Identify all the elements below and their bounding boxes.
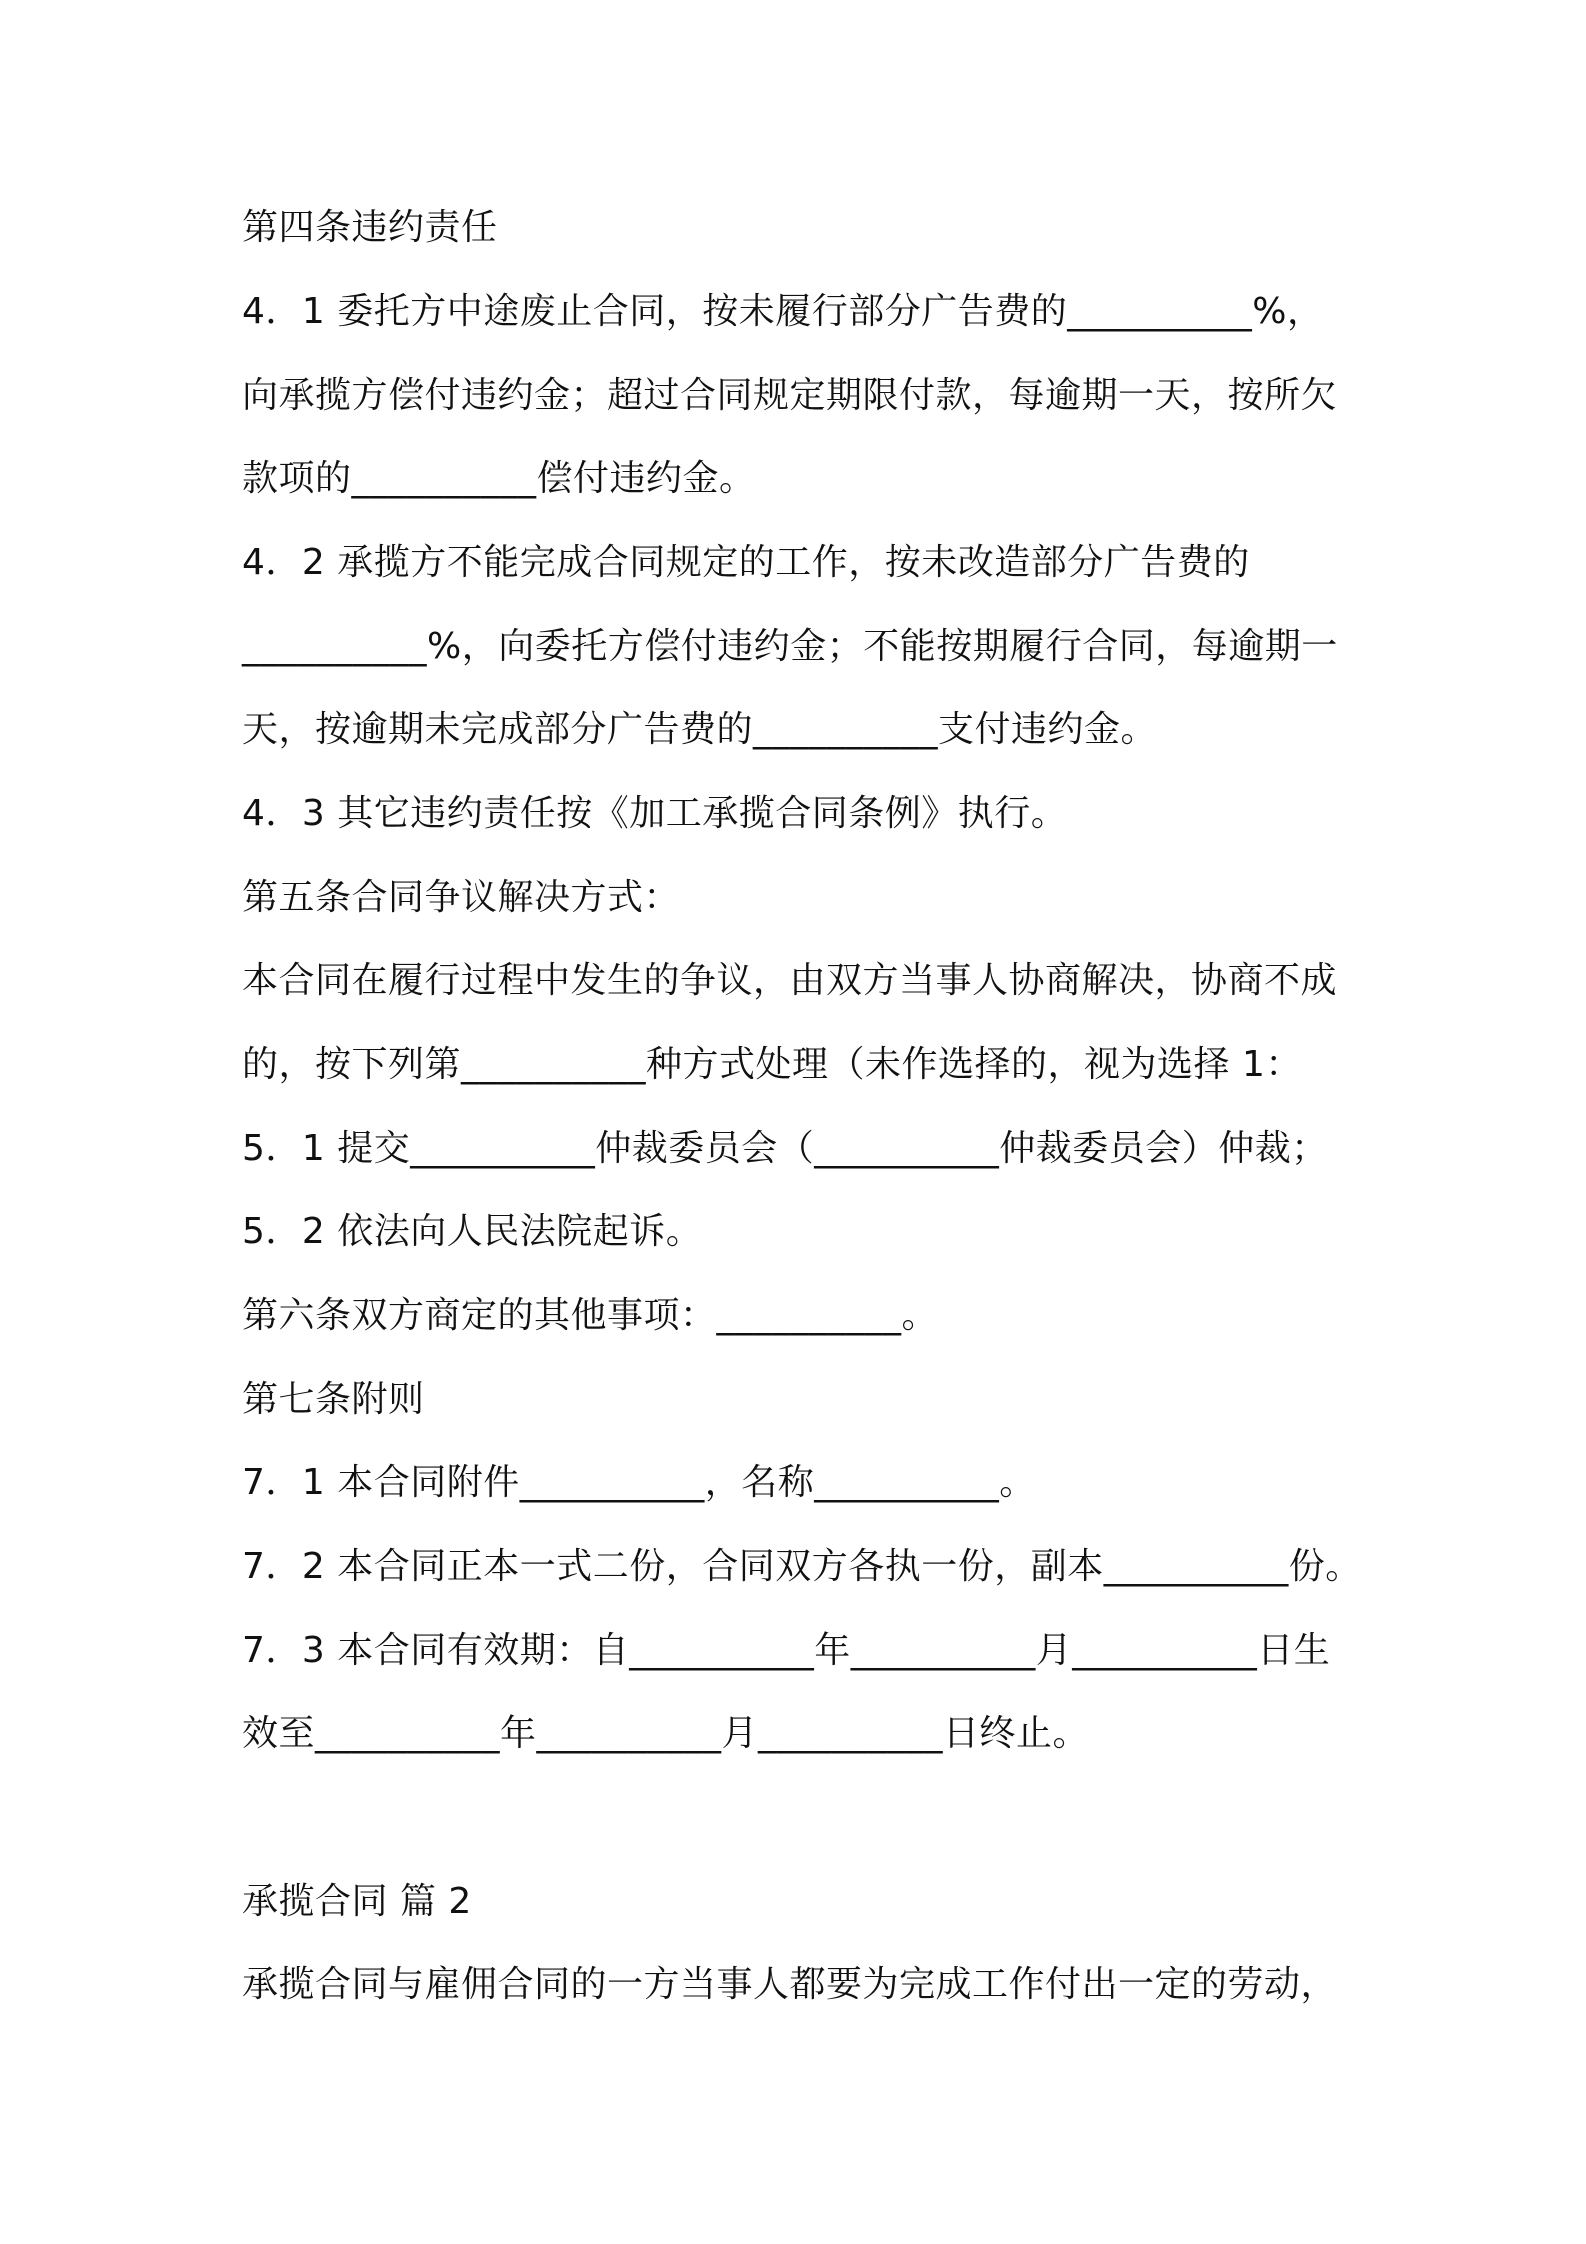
clause-5-1: 5．1 提交__________仲裁委员会（__________仲裁委员会）仲裁； <box>242 1128 1328 1169</box>
clause-5-2: 5．2 依法向人民法院起诉。 <box>242 1211 703 1252</box>
clause-7-3-line-1: 7．3 本合同有效期：自__________年__________月__________日生 <box>242 1630 1331 1671</box>
article-5-paragraph-line-1: 本合同在履行过程中发生的争议，由双方当事人协商解决，协商不成 <box>242 960 1338 1001</box>
article-7-heading: 第七条附则 <box>242 1379 425 1420</box>
clause-4-2-line-2: __________%，向委托方偿付违约金；不能按期履行合同，每逾期一 <box>242 626 1338 667</box>
clause-4-1-line-1: 4．1 委托方中途废止合同，按未履行部分广告费的__________%， <box>242 291 1324 332</box>
article-6-heading: 第六条双方商定的其他事项：__________。 <box>242 1295 939 1336</box>
clause-4-3: 4．3 其它违约责任按《加工承揽合同条例》执行。 <box>242 793 1068 834</box>
clause-4-2-line-1: 4．2 承揽方不能完成合同规定的工作，按未改造部分广告费的 <box>242 542 1250 583</box>
article-5-heading: 第五条合同争议解决方式： <box>242 877 681 918</box>
clause-4-1-line-2: 向承揽方偿付违约金；超过合同规定期限付款，每逾期一天，按所欠 <box>242 375 1338 416</box>
clause-4-1-line-3: 款项的__________偿付违约金。 <box>242 458 756 499</box>
clause-7-1: 7．1 本合同附件__________，名称__________。 <box>242 1462 1036 1503</box>
section-2-paragraph-line-1: 承揽合同与雇佣合同的一方当事人都要为完成工作付出一定的劳动， <box>242 1964 1338 2005</box>
article-5-paragraph-line-2: 的，按下列第__________种方式处理（未作选择的，视为选择 1： <box>242 1044 1302 1085</box>
clause-7-2: 7．2 本合同正本一式二份，合同双方各执一份，副本__________份。 <box>242 1546 1362 1587</box>
article-4-heading: 第四条违约责任 <box>242 207 498 248</box>
clause-4-2-line-3: 天，按逾期未完成部分广告费的__________支付违约金。 <box>242 709 1158 750</box>
clause-7-3-line-2: 效至__________年__________月__________日终止。 <box>242 1713 1090 1754</box>
section-2-heading: 承揽合同 篇 2 <box>242 1881 472 1922</box>
